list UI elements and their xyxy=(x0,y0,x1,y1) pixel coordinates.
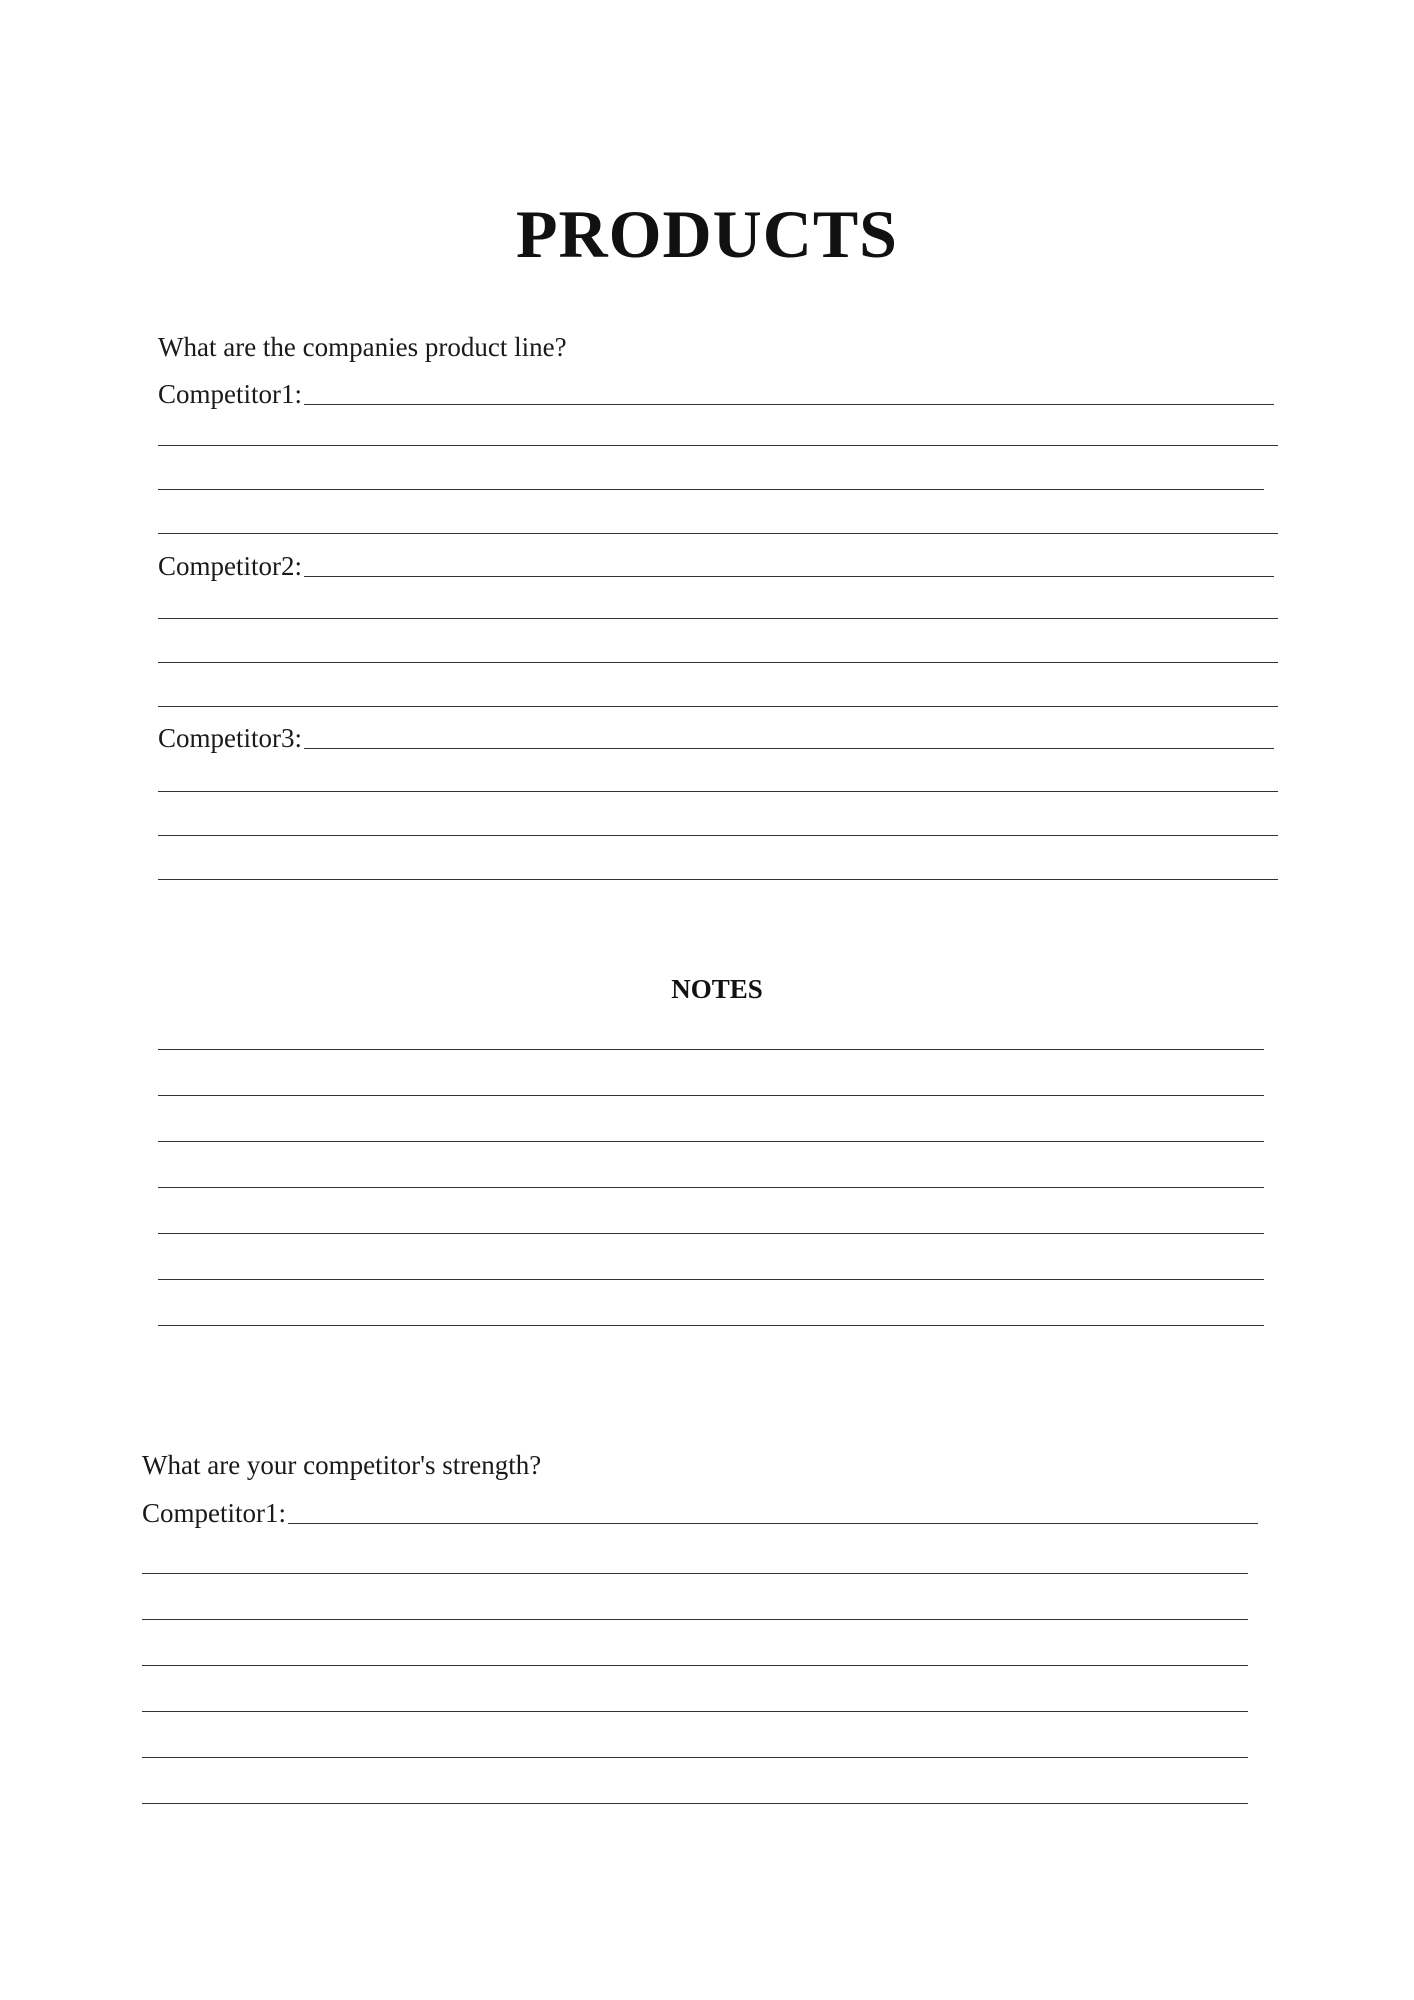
strength-question: What are your competitor's strength? xyxy=(142,1450,542,1480)
notes-line[interactable] xyxy=(158,1325,1264,1326)
notes-line[interactable] xyxy=(158,1279,1264,1280)
competitor1-product-field[interactable] xyxy=(158,378,1274,408)
competitor3-answer-line[interactable] xyxy=(304,748,1274,749)
strength-writing-line[interactable] xyxy=(142,1619,1248,1620)
competitor2-product-field[interactable] xyxy=(158,550,1274,580)
page-title: PRODUCTS xyxy=(515,196,899,272)
strength-writing-line[interactable] xyxy=(142,1757,1248,1758)
strength-writing-line[interactable] xyxy=(142,1573,1248,1574)
strength-competitor1-answer-line[interactable] xyxy=(288,1523,1258,1524)
competitor2-label: Competitor2: xyxy=(158,551,302,581)
strength-writing-line[interactable] xyxy=(142,1803,1248,1804)
competitor2-answer-line[interactable] xyxy=(304,576,1274,577)
competitor1-answer-line[interactable] xyxy=(304,404,1274,405)
strength-writing-line[interactable] xyxy=(142,1711,1248,1712)
competitor2-writing-line[interactable] xyxy=(158,618,1278,619)
competitor2-writing-line[interactable] xyxy=(158,706,1278,707)
product-line-question: What are the companies product line? xyxy=(158,332,567,362)
notes-line[interactable] xyxy=(158,1233,1264,1234)
competitor3-writing-line[interactable] xyxy=(158,835,1278,836)
notes-line[interactable] xyxy=(158,1141,1264,1142)
strength-competitor1-label: Competitor1: xyxy=(142,1498,286,1528)
competitor3-product-field[interactable] xyxy=(158,722,1274,752)
strength-competitor1-field[interactable] xyxy=(142,1497,1258,1527)
competitor1-writing-line[interactable] xyxy=(158,533,1278,534)
notes-heading: NOTES xyxy=(671,974,763,1004)
competitor1-writing-line[interactable] xyxy=(158,445,1278,446)
competitor2-writing-line[interactable] xyxy=(158,662,1278,663)
strength-writing-line[interactable] xyxy=(142,1665,1248,1666)
competitor1-writing-line[interactable] xyxy=(158,489,1264,490)
competitor1-label: Competitor1: xyxy=(158,379,302,409)
competitor3-writing-line[interactable] xyxy=(158,879,1278,880)
notes-line[interactable] xyxy=(158,1049,1264,1050)
competitor3-writing-line[interactable] xyxy=(158,791,1278,792)
competitor3-label: Competitor3: xyxy=(158,723,302,753)
notes-line[interactable] xyxy=(158,1095,1264,1096)
notes-line[interactable] xyxy=(158,1187,1264,1188)
